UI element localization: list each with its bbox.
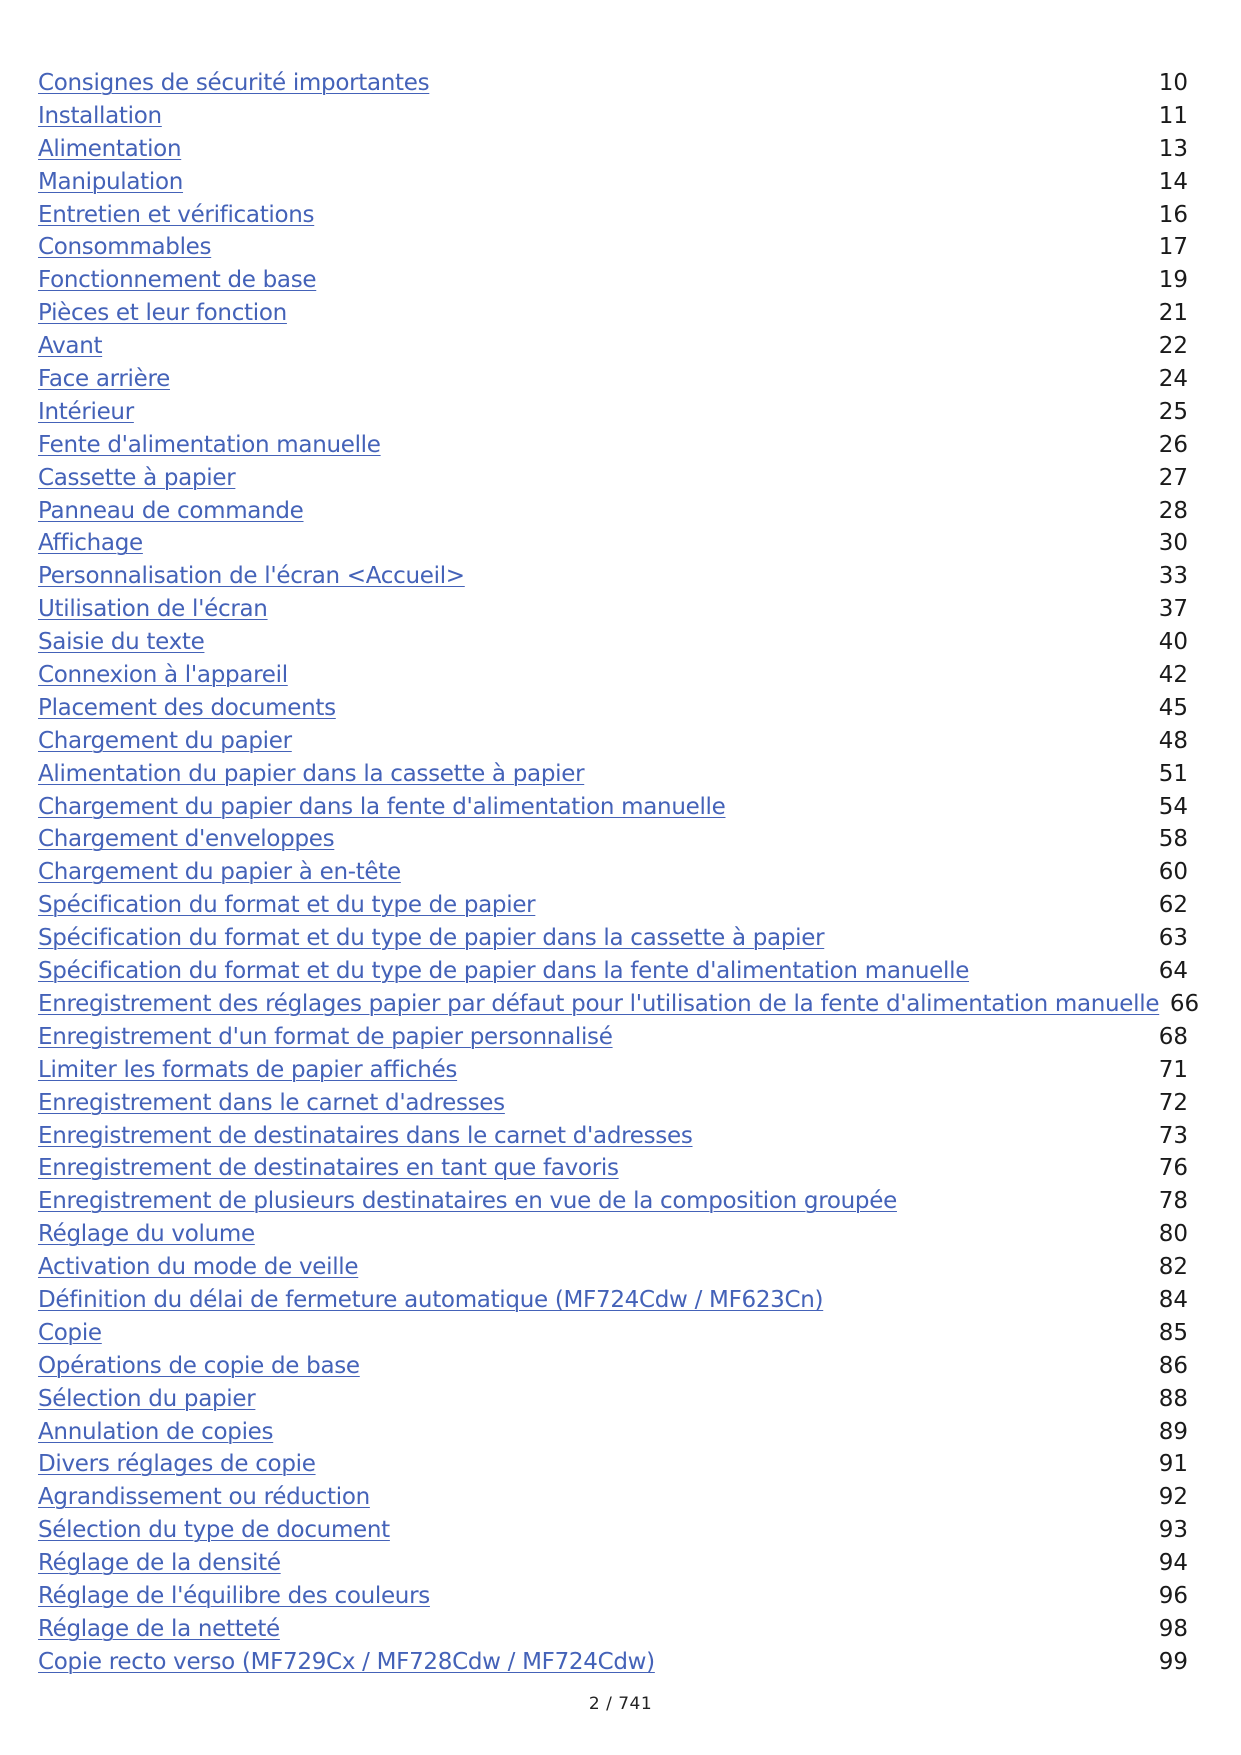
toc-entry <box>38 1383 1188 1416</box>
toc-entry <box>38 67 1188 100</box>
toc-entry <box>38 1416 1188 1449</box>
toc-entry <box>38 1350 1188 1383</box>
toc-entry <box>38 330 1188 363</box>
toc-entry-link[interactable]: Avant <box>38 333 103 360</box>
toc-entry-page-number: 76 <box>1158 1155 1188 1182</box>
toc-entry <box>38 231 1188 264</box>
toc-entry <box>38 1251 1188 1284</box>
toc-entry-page-number: 13 <box>1158 135 1188 162</box>
toc-entry-link[interactable]: Manipulation <box>38 168 184 195</box>
toc-entry <box>38 659 1188 692</box>
toc-entry-page-number: 72 <box>1158 1089 1188 1116</box>
toc-entry <box>38 593 1188 626</box>
toc-entry-page-number: 91 <box>1158 1451 1188 1478</box>
toc-entry <box>38 626 1188 659</box>
toc-entry-page-number: 19 <box>1158 267 1188 294</box>
toc-entry <box>38 955 1188 988</box>
toc-entry <box>38 988 1200 1021</box>
toc-entry <box>38 1087 1188 1120</box>
toc-entry <box>38 1448 1188 1481</box>
toc-entry <box>38 264 1188 297</box>
toc-entry-link[interactable]: Réglage de l'équilibre des couleurs <box>38 1582 430 1609</box>
toc-entry-page-number: 14 <box>1158 168 1188 195</box>
toc-entry-link[interactable]: Enregistrement d'un format de papier personnalisé <box>38 1023 613 1050</box>
toc-entry <box>38 1317 1188 1350</box>
toc-entry-link[interactable]: Spécification du format et du type de papier dans la fente d'alimentation manuelle <box>38 958 970 985</box>
toc-entry-page-number: 82 <box>1158 1254 1188 1281</box>
toc-entry-link[interactable]: Sélection du type de document <box>38 1517 390 1544</box>
toc-entry-page-number: 98 <box>1158 1615 1188 1642</box>
toc-entry-page-number: 94 <box>1158 1550 1188 1577</box>
toc-entry-link[interactable]: Spécification du format et du type de papier <box>38 892 536 919</box>
toc-entry-page-number: 45 <box>1158 694 1188 721</box>
toc-entry-page-number: 17 <box>1158 234 1188 261</box>
toc-entry-link[interactable]: Fente d'alimentation manuelle <box>38 431 381 458</box>
toc-entry-page-number: 60 <box>1158 859 1188 886</box>
toc-entry-link[interactable]: Activation du mode de veille <box>38 1254 359 1281</box>
toc-entry-page-number: 54 <box>1158 793 1188 820</box>
toc-entry-page-number: 11 <box>1158 102 1188 129</box>
toc-entry-page-number: 63 <box>1158 925 1188 952</box>
toc-entry <box>38 1218 1188 1251</box>
toc-entry-page-number: 37 <box>1158 596 1188 623</box>
toc-entry-page-number: 84 <box>1158 1286 1188 1313</box>
toc-entry <box>38 889 1188 922</box>
toc-entry-page-number: 80 <box>1158 1221 1188 1248</box>
toc-entry-page-number: 68 <box>1158 1023 1188 1050</box>
toc-entry-page-number: 25 <box>1158 398 1188 425</box>
toc-entry-link[interactable]: Définition du délai de fermeture automatique (MF724Cdw / MF623Cn) <box>38 1286 824 1313</box>
toc-entry-page-number: 28 <box>1158 497 1188 524</box>
toc-entry <box>38 823 1188 856</box>
toc-entry <box>38 1547 1188 1580</box>
toc-entry-link[interactable]: Pièces et leur fonction <box>38 300 287 327</box>
toc-entry-page-number: 89 <box>1158 1418 1188 1445</box>
toc-entry-link[interactable]: Copie recto verso (MF729Cx / MF728Cdw / MF724Cdw) <box>38 1648 655 1675</box>
toc-entry <box>38 396 1188 429</box>
toc-entry-link[interactable]: Consignes de sécurité importantes <box>38 70 430 96</box>
toc-entry <box>38 429 1188 462</box>
toc-entry-link[interactable]: Opérations de copie de base <box>38 1352 360 1379</box>
toc-entry-link[interactable]: Placement des documents <box>38 694 336 721</box>
toc-entry <box>38 1120 1188 1153</box>
toc-entry-link[interactable]: Installation <box>38 102 162 129</box>
toc-entry <box>38 297 1188 330</box>
toc-entry <box>38 560 1188 593</box>
toc-entry-link[interactable]: Personnalisation de l'écran <Accueil> <box>38 563 465 590</box>
toc-entry-page-number: 40 <box>1158 629 1188 656</box>
toc-entry-page-number: 30 <box>1158 530 1188 557</box>
toc-entry-link[interactable]: Enregistrement de destinataires dans le carnet d'adresses <box>38 1122 693 1149</box>
toc-entry <box>38 1514 1188 1547</box>
toc-entry <box>38 133 1188 166</box>
table-of-contents <box>38 67 1200 1679</box>
toc-entry <box>38 692 1188 725</box>
toc-entry-link[interactable]: Enregistrement de plusieurs destinataires en vue de la composition groupée <box>38 1188 897 1215</box>
toc-entry-page-number: 27 <box>1158 464 1188 491</box>
toc-entry-link[interactable]: Connexion à l'appareil <box>38 662 288 689</box>
toc-entry <box>38 1021 1188 1054</box>
toc-entry <box>38 1580 1188 1613</box>
toc-entry <box>38 922 1188 955</box>
toc-entry-page-number: 58 <box>1158 826 1188 853</box>
toc-entry <box>38 1613 1188 1646</box>
toc-entry <box>38 199 1188 232</box>
toc-entry <box>38 527 1188 560</box>
toc-entry-link[interactable]: Annulation de copies <box>38 1418 274 1445</box>
toc-entry-page-number: 51 <box>1158 760 1188 787</box>
toc-entry <box>38 1185 1188 1218</box>
toc-entry-link[interactable]: Panneau de commande <box>38 497 304 524</box>
toc-entry-link[interactable]: Chargement du papier dans la fente d'alimentation manuelle <box>38 793 726 820</box>
toc-entry <box>38 1646 1188 1679</box>
toc-entry-link[interactable]: Intérieur <box>38 398 134 425</box>
toc-entry-page-number: 24 <box>1158 366 1188 393</box>
toc-entry-page-number: 93 <box>1158 1517 1188 1544</box>
toc-entry-page-number: 48 <box>1158 727 1188 754</box>
toc-entry-link[interactable]: Utilisation de l'écran <box>38 596 268 623</box>
toc-entry-link[interactable]: Face arrière <box>38 366 170 393</box>
toc-entry <box>38 495 1188 528</box>
toc-entry-link[interactable]: Réglage du volume <box>38 1221 255 1248</box>
toc-entry-page-number: 96 <box>1158 1582 1188 1609</box>
toc-entry <box>38 725 1188 758</box>
toc-entry-link[interactable]: Enregistrement de destinataires en tant que favoris <box>38 1155 619 1182</box>
toc-entry-page-number: 85 <box>1158 1319 1188 1346</box>
toc-entry-page-number: 92 <box>1158 1484 1188 1511</box>
toc-entry-page-number: 42 <box>1158 662 1188 689</box>
toc-entry-link[interactable]: Fonctionnement de base <box>38 267 317 294</box>
toc-entry-link[interactable]: Entretien et vérifications <box>38 201 315 228</box>
toc-entry-link[interactable]: Saisie du texte <box>38 629 205 656</box>
toc-entry-page-number: 10 <box>1158 70 1188 96</box>
toc-entry-page-number: 64 <box>1158 958 1188 985</box>
toc-entry-page-number: 16 <box>1158 201 1188 228</box>
toc-entry-page-number: 66 <box>1169 990 1200 1017</box>
toc-entry <box>38 1284 1188 1317</box>
toc-entry-link[interactable]: Consommables <box>38 234 212 261</box>
toc-entry-page-number: 78 <box>1158 1188 1188 1215</box>
toc-entry-link[interactable]: Copie <box>38 1319 102 1346</box>
toc-entry <box>38 856 1188 889</box>
toc-entry-link[interactable]: Réglage de la densité <box>38 1550 281 1577</box>
toc-entry-link[interactable]: Limiter les formats de papier affichés <box>38 1056 458 1083</box>
toc-entry-page-number: 88 <box>1158 1385 1188 1412</box>
toc-entry <box>38 100 1188 133</box>
toc-entry-page-number: 99 <box>1158 1648 1188 1675</box>
toc-entry-link[interactable]: Affichage <box>38 530 143 557</box>
toc-entry-page-number: 62 <box>1158 892 1188 919</box>
toc-entry <box>38 166 1188 199</box>
toc-entry <box>38 363 1188 396</box>
toc-entry-link[interactable]: Cassette à papier <box>38 464 236 491</box>
toc-entry-link[interactable]: Chargement d'enveloppes <box>38 826 335 853</box>
toc-entry-link[interactable]: Réglage de la netteté <box>38 1615 280 1642</box>
toc-entry-page-number: 33 <box>1158 563 1188 590</box>
toc-entry-link[interactable]: Chargement du papier <box>38 727 292 754</box>
page-number-footer: 2 / 741 <box>588 1694 653 1714</box>
toc-entry-page-number: 71 <box>1158 1056 1188 1083</box>
toc-entry-link[interactable]: Spécification du format et du type de papier dans la cassette à papier <box>38 925 825 952</box>
toc-entry-page-number: 21 <box>1158 300 1188 327</box>
toc-entry-link[interactable]: Alimentation <box>38 135 182 162</box>
toc-entry-link[interactable]: Enregistrement dans le carnet d'adresses <box>38 1089 505 1116</box>
toc-entry <box>38 1481 1188 1514</box>
toc-entry-page-number: 86 <box>1158 1352 1188 1379</box>
toc-entry <box>38 758 1188 791</box>
toc-entry-link[interactable]: Alimentation du papier dans la cassette à papier <box>38 760 585 787</box>
toc-entry-page-number: 26 <box>1158 431 1188 458</box>
toc-entry <box>38 462 1188 495</box>
toc-entry-page-number: 73 <box>1158 1122 1188 1149</box>
toc-entry-link[interactable]: Enregistrement des réglages papier par défaut pour l'utilisation de la fente d'alimentation manuelle <box>38 990 1160 1017</box>
toc-entry <box>38 1152 1188 1185</box>
toc-entry-link[interactable]: Chargement du papier à en-tête <box>38 859 401 886</box>
toc-entry-page-number: 22 <box>1158 333 1188 360</box>
toc-entry-link[interactable]: Divers réglages de copie <box>38 1451 316 1478</box>
toc-entry <box>38 1054 1188 1087</box>
toc-entry-link[interactable]: Sélection du papier <box>38 1385 256 1412</box>
toc-entry-link[interactable]: Agrandissement ou réduction <box>38 1484 370 1511</box>
toc-entry <box>38 791 1188 824</box>
